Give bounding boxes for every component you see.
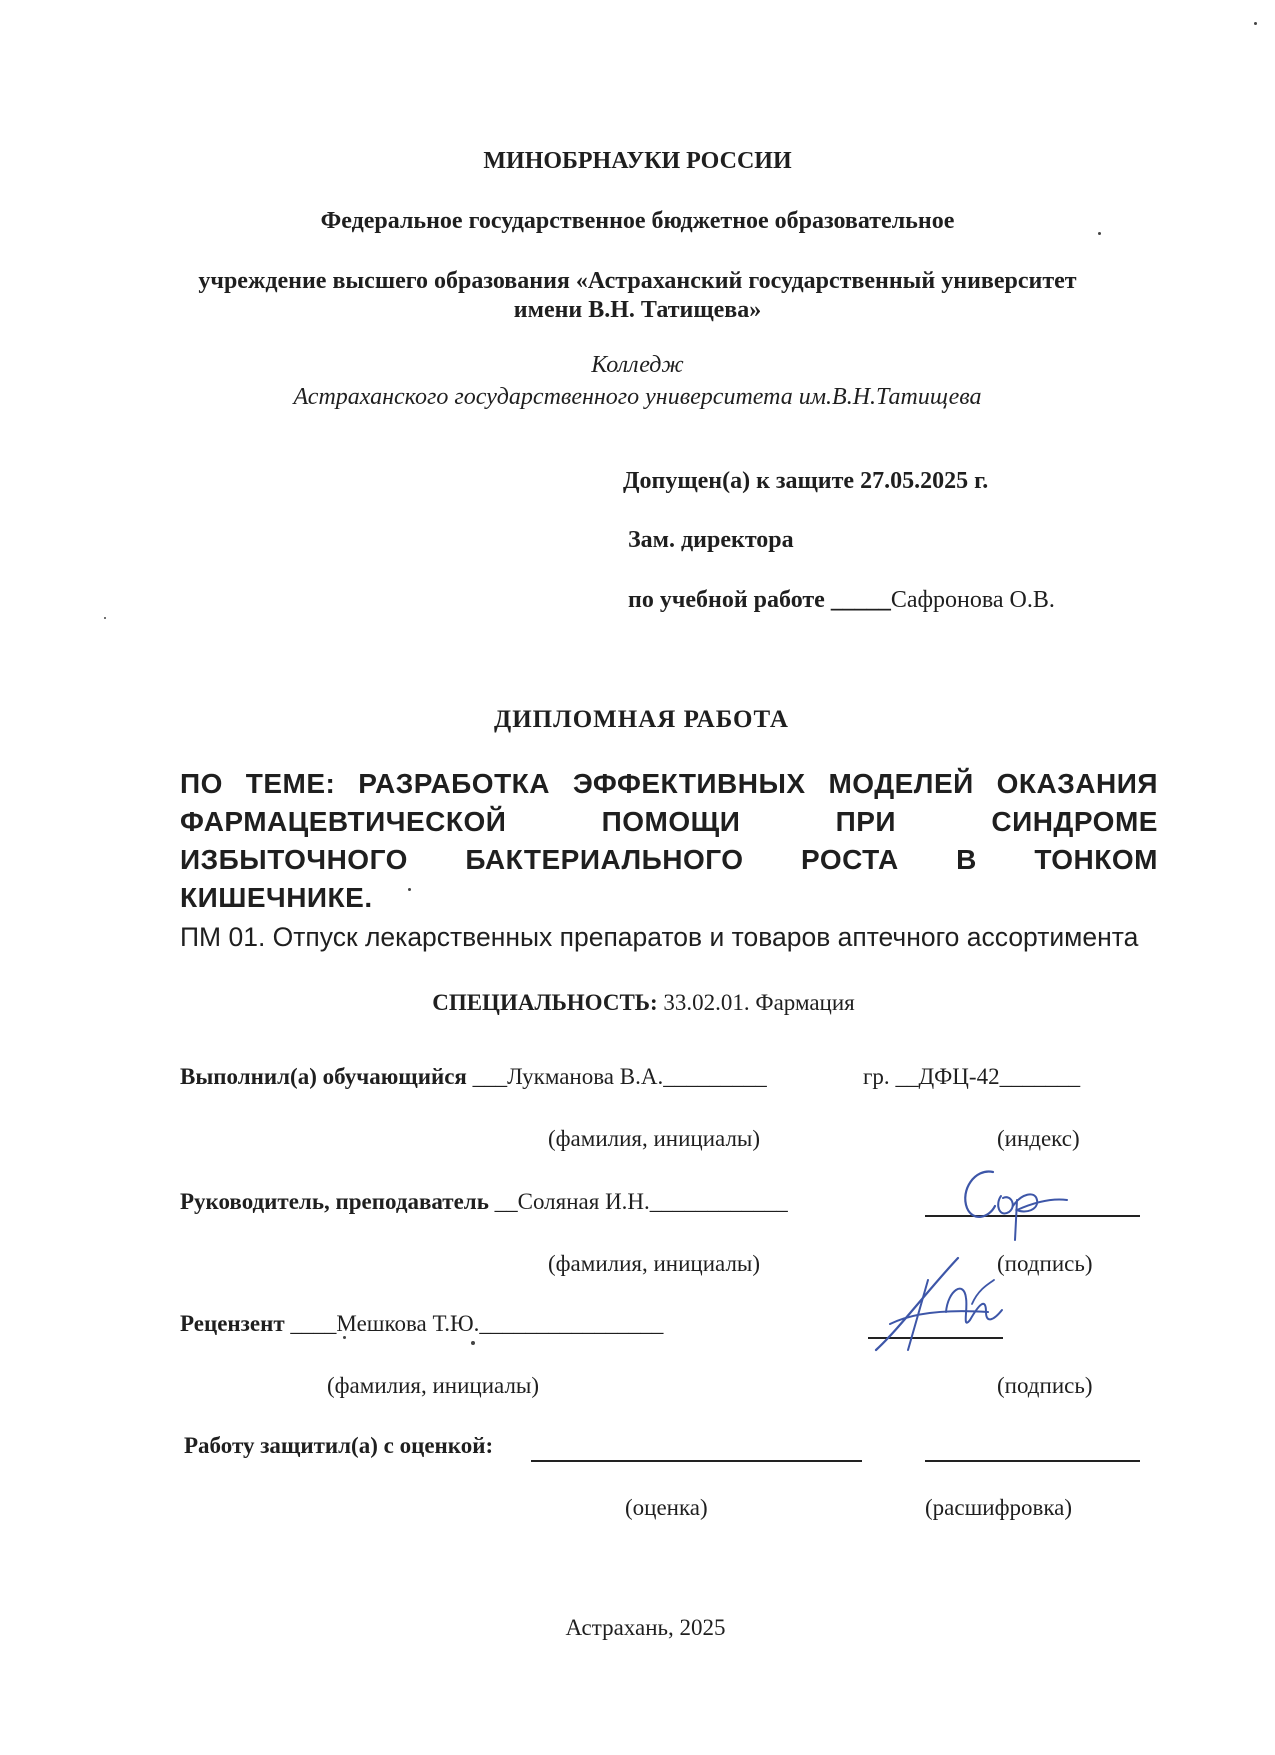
blank: __ [494,1189,518,1214]
topic-word: ТЕМЕ: [245,768,336,799]
blank: _________ [663,1064,767,1089]
specialty-line [0,990,1275,1016]
topic-word: БАКТЕРИАЛЬНОГО [465,844,744,875]
topic-word: ЭФФЕКТИВНЫХ [572,768,806,799]
org-line-2: учреждение высшего образования «Астраханский государственный университет [198,268,1077,294]
supervisor-label: Руководитель, преподаватель [180,1189,495,1214]
student-name-caption: (фамилия, инициалы) [548,1126,761,1151]
topic-word: СИНДРОМЕ [991,806,1158,837]
grade-line [531,1460,862,1462]
topic-line-4: КИШЕЧНИКЕ. [180,882,373,913]
reviewer-name: Мешкова Т.Ю. [336,1311,480,1336]
org-line-1: Федеральное государственное бюджетное образовательное [320,208,955,234]
scan-speck [104,617,106,619]
deputy-name: Сафронова О.В. [890,587,1055,613]
specialty-label: СПЕЦИАЛЬНОСТЬ: [432,990,658,1015]
blank: ____________ [649,1189,788,1214]
topic-word: В [956,844,977,875]
student-name: Лукманова В.А. [507,1064,664,1089]
group-caption: (индекс) [997,1126,1080,1151]
signature-blank: _____ [830,587,891,613]
deputy-director: Зам. директора [628,527,794,553]
topic-word: ФАРМАЦЕВТИЧЕСКОЙ [180,806,507,837]
topic-word: ПОМОЩИ [601,806,741,837]
academic-affairs-line [628,587,1055,614]
academic-affairs-label: по учебной работе [628,587,831,613]
specialty-value: 33.02.01. Фармация [657,990,855,1015]
work-type-heading: ДИПЛОМНАЯ РАБОТА [494,706,789,733]
reviewer-signature-line [868,1337,1003,1339]
reviewer-name-caption: (фамилия, инициалы) [327,1373,540,1398]
decode-caption: (расшифровка) [925,1495,1073,1520]
college-line-2: Астраханского государственного университета им.В.Н.Татищева [293,384,982,410]
org-line-3: имени В.Н. Татищева» [513,297,762,323]
blank: ________________ [479,1311,664,1336]
supervisor-sign-caption: (подпись) [997,1251,1093,1276]
group-label: гр. [863,1064,896,1089]
grade-caption: (оценка) [625,1495,708,1520]
topic-word: ПРИ [835,806,897,837]
supervisor-name: Соляная И.Н. [517,1189,650,1214]
topic-line-3 [180,844,1158,876]
topic-word: ПО [180,768,223,799]
city-year: Астрахань, 2025 [565,1615,726,1640]
group-index: ДФЦ-42 [918,1064,1000,1089]
blank: __ [895,1064,919,1089]
professional-module: ПМ 01. Отпуск лекарственных препаратов и товаров аптечного ассортимента [180,922,1139,952]
reviewer-sign-caption: (подпись) [997,1373,1093,1398]
scan-speck [471,1341,475,1345]
student-line [180,1064,767,1090]
defense-label: Работу защитил(а) с оценкой: [184,1433,494,1458]
topic-word: ТОНКОМ [1034,844,1158,875]
supervisor-line [180,1189,788,1215]
group-line [863,1064,1080,1090]
supervisor-signature-line [925,1215,1140,1217]
scan-speck [343,1336,346,1339]
topic-word: РОСТА [801,844,899,875]
student-label: Выполнил(а) обучающийся [180,1064,473,1089]
supervisor-signature [955,1160,1070,1245]
topic-word: РАЗРАБОТКА [358,768,550,799]
reviewer-label: Рецензент [180,1311,291,1336]
blank: ___ [472,1064,508,1089]
scan-speck [1098,232,1101,235]
admitted-to-defense: Допущен(а) к защите 27.05.2025 г. [623,468,989,494]
topic-word: МОДЕЛЕЙ [828,768,974,799]
decode-line [925,1460,1140,1462]
scan-speck [408,888,411,891]
scan-speck [1254,22,1257,25]
supervisor-name-caption: (фамилия, инициалы) [548,1251,761,1276]
topic-line-2 [180,806,1158,838]
college-line-1: Колледж [591,352,684,378]
blank: _______ [999,1064,1081,1089]
reviewer-line [180,1311,663,1337]
topic-line-1 [180,768,1158,800]
ministry-heading: МИНОБРНАУКИ РОССИИ [483,148,792,174]
blank: ____ [290,1311,337,1336]
topic-word: ОКАЗАНИЯ [996,768,1158,799]
topic-word: ИЗБЫТОЧНОГО [180,844,408,875]
